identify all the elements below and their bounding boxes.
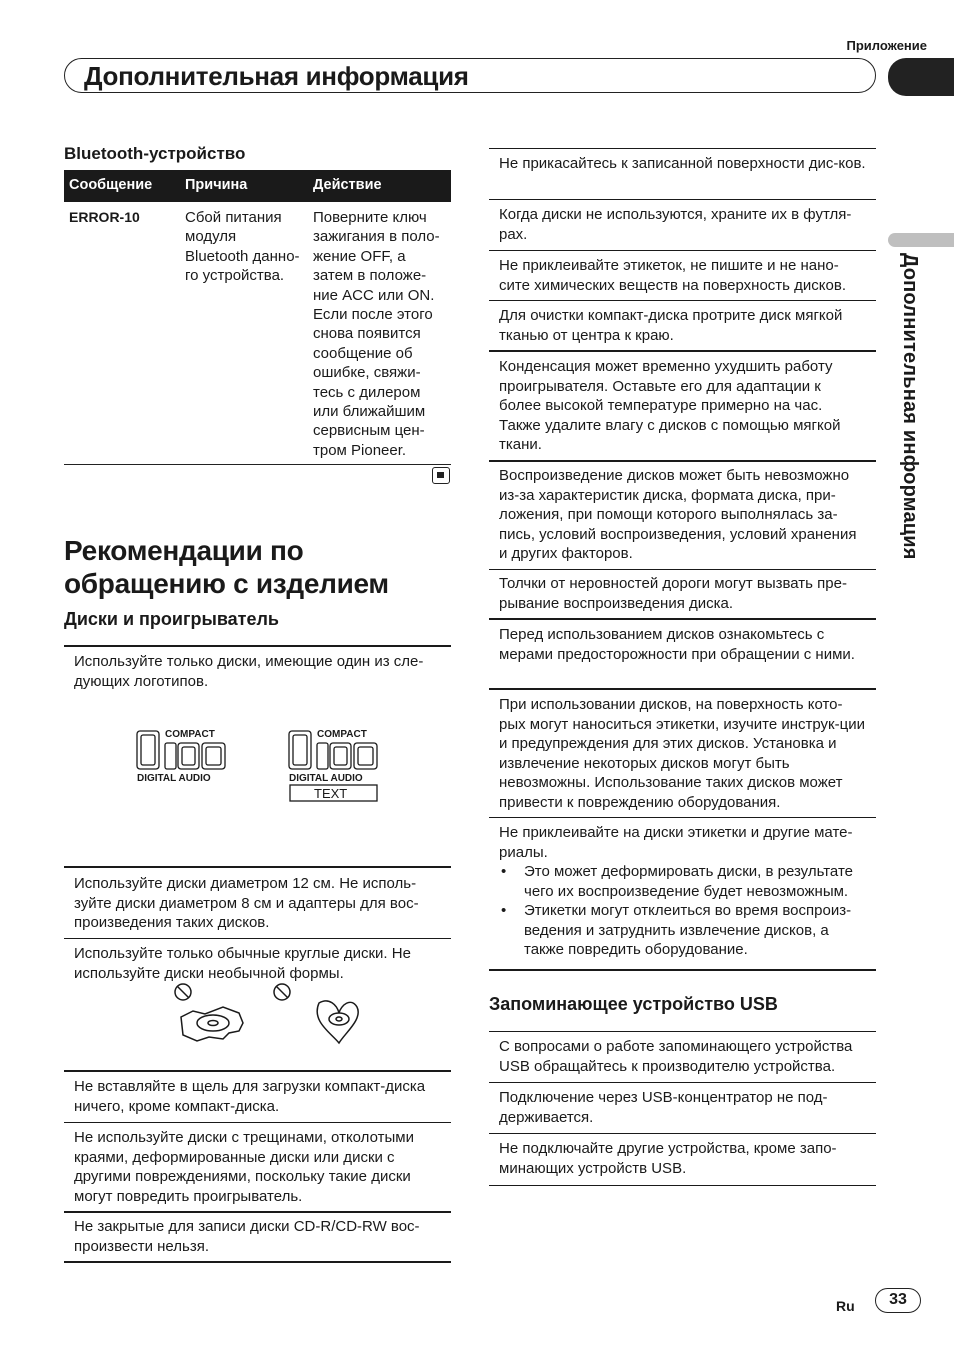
- usb-title: Запоминающее устройство USB: [489, 994, 778, 1014]
- care-item: [489, 569, 876, 620]
- care-item: [64, 938, 451, 1071]
- odd-shaped-discs-icon: [169, 981, 369, 1051]
- usb-item-text: С вопросами о работе запоминающего устройства USB обращайтесь к производителю устройства.: [499, 1038, 853, 1075]
- compact-disc-digital-audio-icon: [132, 725, 232, 785]
- error-cause: Сбой питания модуля Bluetooth данно-го устройства.: [180, 202, 308, 465]
- care-item-text: Конденсация может временно ухудшить работу проигрывателя. Оставьте его для адаптации к более высокой температуре примерно на час. Также удалите влагу с дисков с помощью мягкой ткани.: [499, 358, 841, 453]
- care-item: [489, 350, 876, 462]
- care-item: [64, 1070, 451, 1123]
- usb-item-text: Подключение через USB-концентратор не под-держивается.: [499, 1089, 828, 1126]
- care-item-text: Не вставляйте в щель для загрузки компакт-диска ничего, кроме компакт-диска.: [74, 1078, 426, 1115]
- language-label: Ru: [836, 1298, 855, 1314]
- usb-item-text: Не подключайте другие устройства, кроме запо-минающих устройств USB.: [499, 1140, 837, 1177]
- side-tab-label: Дополнительная информация: [899, 253, 921, 560]
- care-item: [489, 618, 876, 690]
- list-item: • Этикетки могут отклеиться во время воспроиз-ведения и затруднить извлечение дисков, а также повредить оборудование.: [499, 901, 866, 960]
- care-item-text: Используйте диски диаметром 12 см. Не исполь-зуйте диски диаметром 8 см и адаптеры для вос-произведения таких дисков.: [74, 875, 419, 931]
- logo-digital-audio-text: DIGITAL AUDIO: [137, 773, 211, 784]
- care-item: [489, 250, 876, 301]
- page-number: 33: [875, 1288, 921, 1313]
- end-of-section-icon: [432, 467, 450, 484]
- care-item: [489, 199, 876, 251]
- logo-digital-audio-text: DIGITAL AUDIO: [289, 773, 363, 784]
- care-item: [489, 300, 876, 352]
- error-action: Поверните ключ зажигания в поло-жение OFF, а затем в положе-ние ACC или ON. Если после этого снова появится сообщение об ошибке, свяжи-тесь с дилером или ближайшим сервисным цен-тром Pioneer.: [308, 202, 451, 465]
- discs-title: Диски и проигрыватель: [64, 609, 279, 629]
- column-header: Сообщение: [64, 170, 180, 202]
- care-item: [489, 460, 876, 570]
- logo-text-label: TEXT: [314, 786, 348, 801]
- care-item: [489, 688, 876, 818]
- care-title: Рекомендации по обращению с изделием: [64, 535, 389, 599]
- care-item-text: Для очистки компакт-диска протрите диск мягкой тканью от центра к краю.: [499, 307, 843, 344]
- care-item-text: Не прикасайтесь к записанной поверхности дис-ков.: [499, 155, 866, 172]
- usb-item: [489, 1031, 876, 1083]
- care-item-text: Не используйте диски с трещинами, отколотыми краями, деформированные диски или диски с другими повреждениями, поскольку такие диски могут повредить проигрыватель.: [74, 1129, 414, 1205]
- logo-note-box: [64, 645, 451, 869]
- column-header: Причина: [180, 170, 308, 202]
- care-item: [64, 1122, 451, 1212]
- bluetooth-title: Bluetooth-устройство: [64, 144, 246, 163]
- column-header: Действие: [308, 170, 451, 202]
- compact-disc-text-logo: [284, 725, 384, 810]
- page-title: Дополнительная информация: [84, 61, 469, 91]
- usb-item: [489, 1133, 876, 1186]
- header-tab: [888, 58, 954, 96]
- error-code: ERROR-10: [64, 202, 180, 465]
- care-item-text: Не приклеивайте этикеток, не пишите и не нано-сите химических веществ на поверхность дисков.: [499, 257, 846, 294]
- care-item: [64, 866, 451, 939]
- care-item-text: Толчки от неровностей дороги могут вызвать пре-рывание воспроизведения диска.: [499, 575, 847, 612]
- care-item: [489, 148, 876, 200]
- care-item-text: Не закрытые для записи диски CD-R/CD-RW вос-произвести нельзя.: [74, 1218, 420, 1255]
- care-item-text: Когда диски не используются, храните их в футля-рах.: [499, 206, 852, 243]
- side-tab-marker: [888, 233, 954, 247]
- table-row: [64, 202, 451, 465]
- logo-compact-text: COMPACT: [165, 729, 215, 740]
- care-item-text: Не приклеивайте на диски этикетки и другие мате-риалы.: [499, 824, 853, 861]
- care-item: [489, 817, 876, 971]
- care-item-text: Используйте только обычные круглые диски. Не используйте диски необычной формы.: [74, 945, 411, 982]
- list-item: • Это может деформировать диски, в результате чего их воспроизведение будет невозможным.: [499, 862, 866, 901]
- care-item-text: Перед использованием дисков ознакомьтесь с мерами предосторожности при обращении с ними.: [499, 626, 855, 663]
- table-header-row: [64, 170, 451, 202]
- care-item-text: При использовании дисков, на поверхность кото-рых могут наноситься этикетки, изучите инструк-ции и предупреждения для этих дисков. Установка и извлечение некоторых дисков могут быть невозможны. Использование таких дисков может привести к повреждению оборудования.: [499, 696, 865, 811]
- usb-item: [489, 1082, 876, 1134]
- label-warnings-list: [499, 862, 866, 960]
- care-item: [64, 1211, 451, 1263]
- compact-disc-logo: [132, 725, 232, 790]
- care-item-text: Воспроизведение дисков может быть невозможно из-за характеристик диска, формата диска, при-ложения, при помощи которого выполнялась за-пись, условий воспроизведения, условий хранения и других факторов.: [499, 467, 857, 562]
- logo-note-text: Используйте только диски, имеющие один из сле-дующих логотипов.: [74, 653, 424, 690]
- logo-compact-text: COMPACT: [317, 729, 367, 740]
- section-label: Приложение: [846, 38, 927, 53]
- compact-disc-text-icon: [284, 725, 384, 805]
- error-table: [64, 170, 451, 465]
